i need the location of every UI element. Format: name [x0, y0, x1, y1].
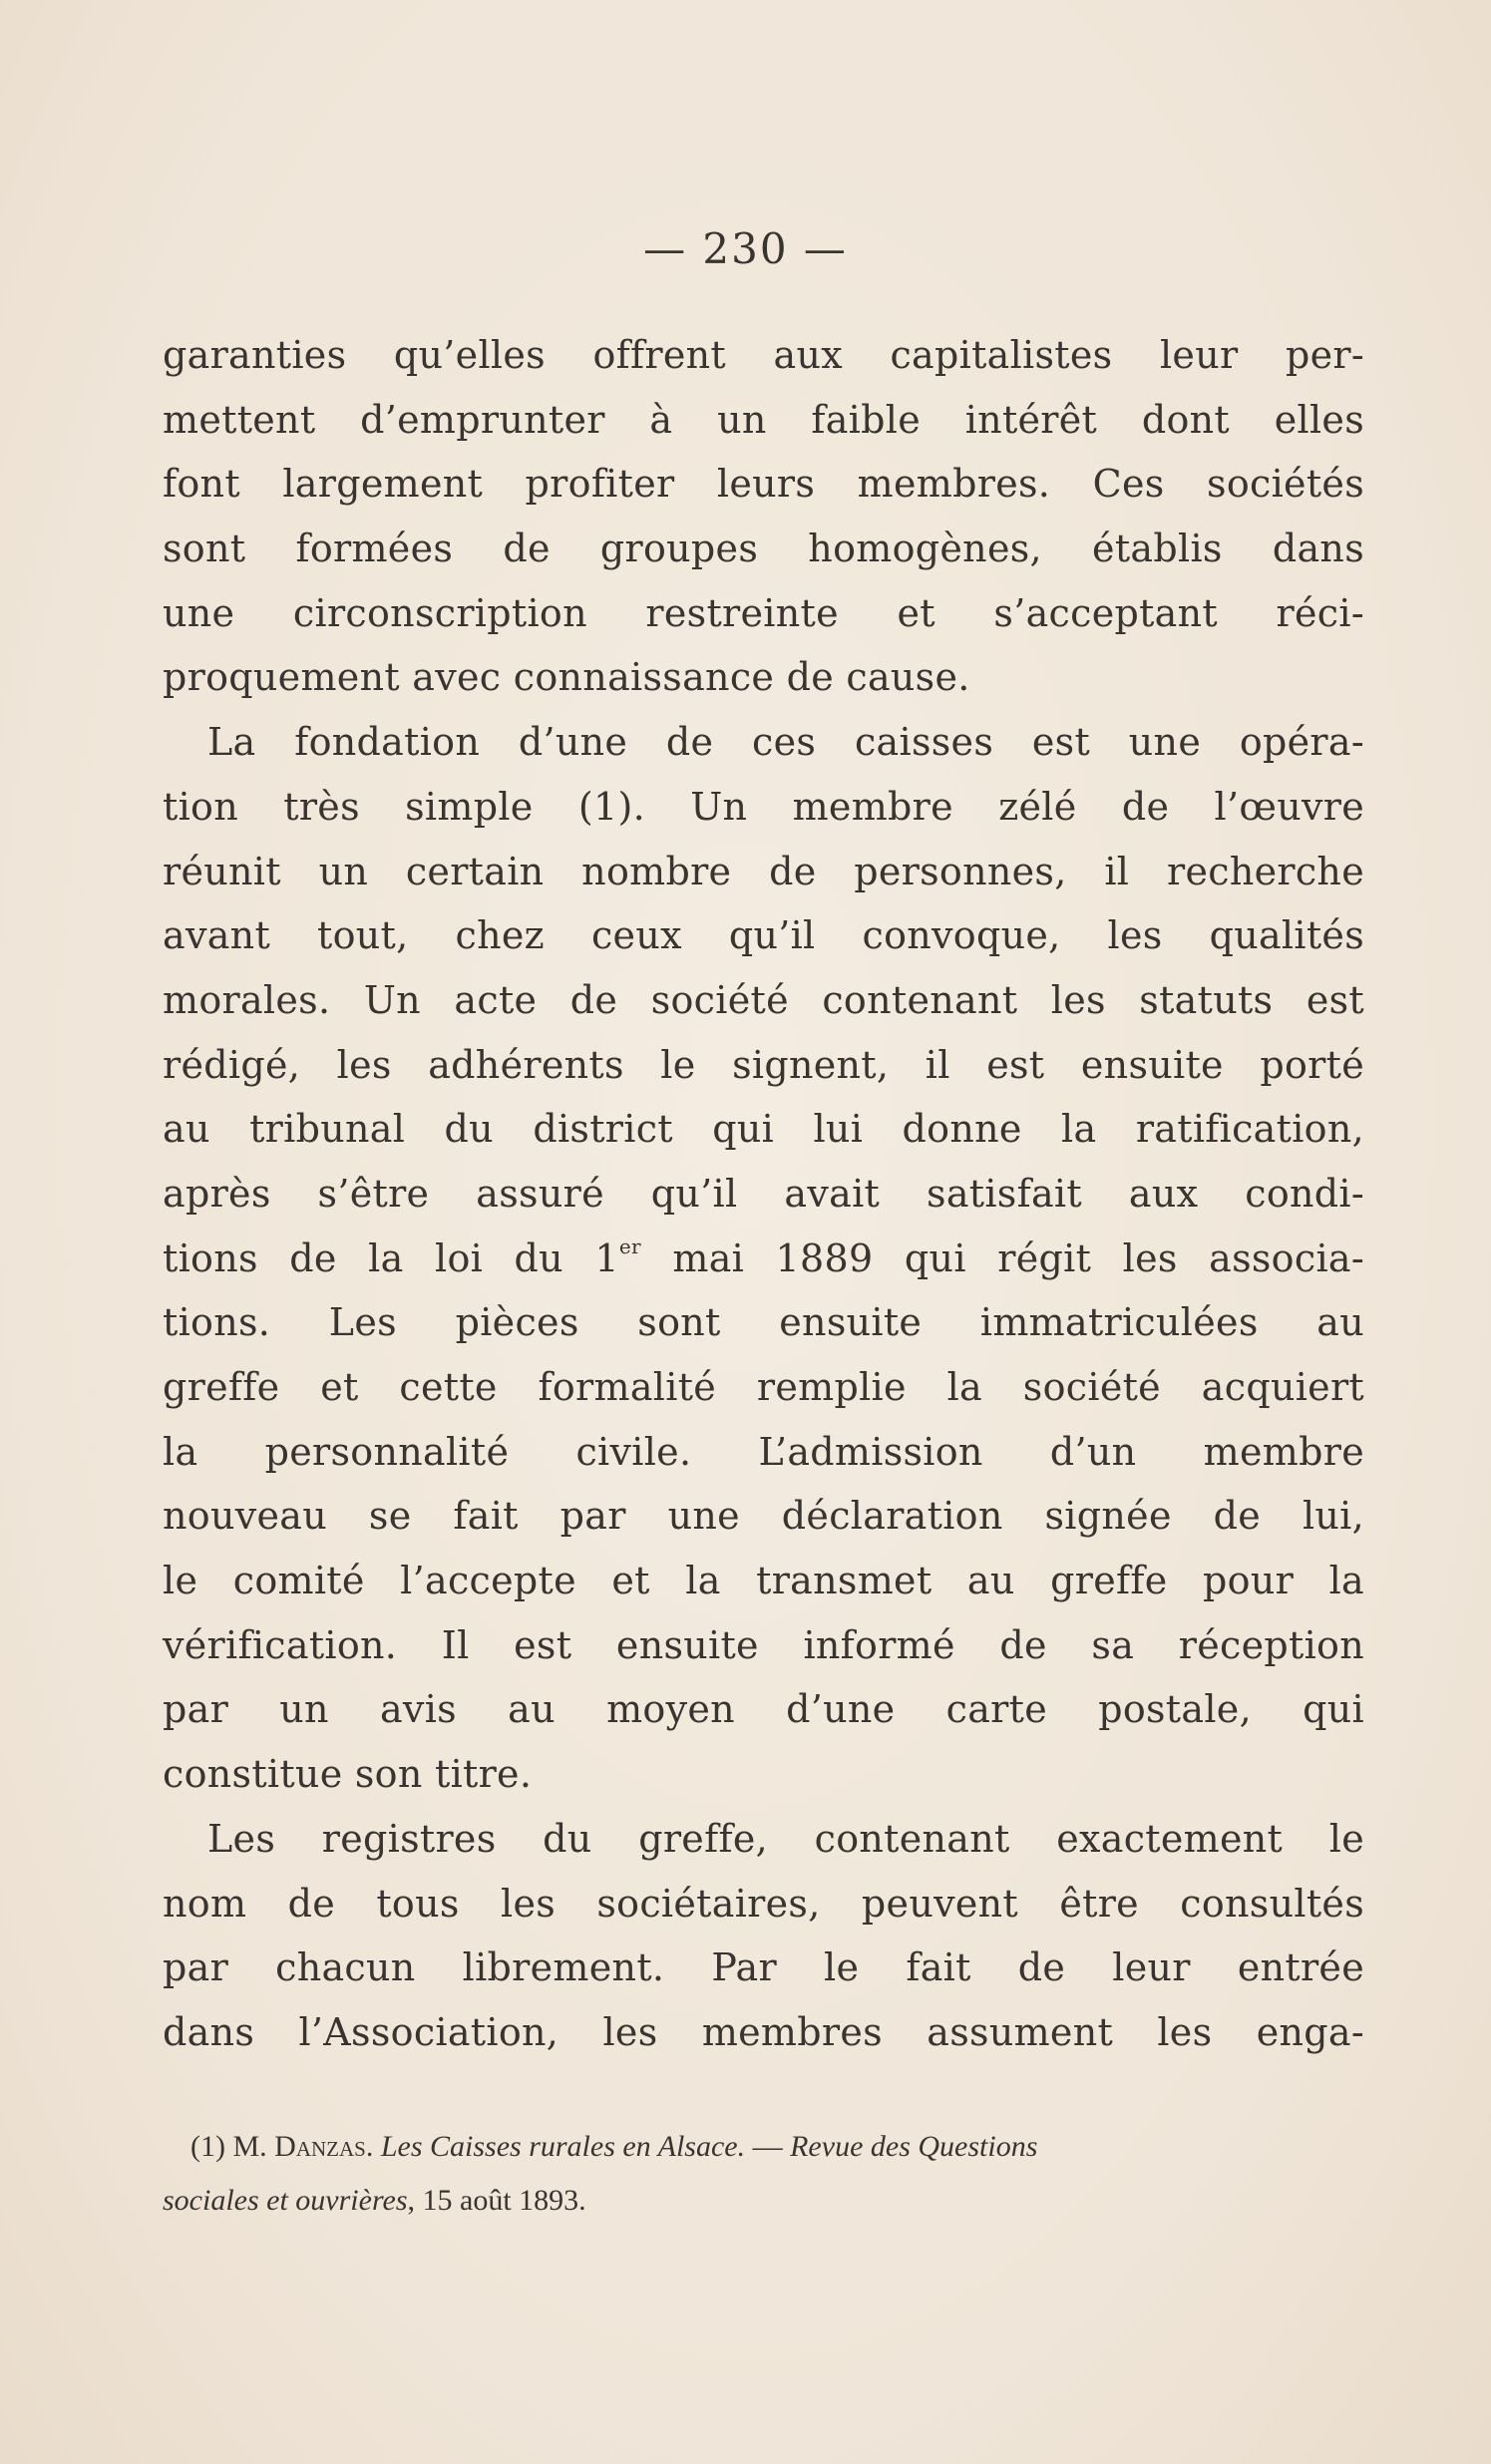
text-line: mettent d’emprunter à un faible intérêt dont elles [163, 397, 1364, 442]
text-line: La fondation d’une de ces caisses est une opéra- [207, 720, 1364, 765]
ordinal-superscript: er [618, 1233, 641, 1258]
footnote-dash: — [745, 2130, 791, 2163]
text-line: le comité l’accepte et la transmet au greffe pour la [163, 1559, 1364, 1603]
text-line: nom de tous les sociétaires, peuvent être consultés [163, 1881, 1364, 1926]
footnote-date: , 15 août 1893. [407, 2184, 586, 2217]
footnote-line [163, 2120, 1364, 2174]
text-line: rédigé, les adhérents le signent, il est ensuite porté [163, 1042, 1364, 1087]
body-text [163, 323, 1364, 2065]
text-line: vérification. Il est ensuite informé de sa réception [163, 1622, 1364, 1667]
text-line: proquement avec connaissance de cause. [163, 655, 970, 700]
text-span: mai 1889 qui régit les associa- [640, 1235, 1364, 1280]
text-line: réunit un certain nombre de personnes, il recherche [163, 849, 1364, 893]
footnote-journal: Revue des Questions [790, 2130, 1038, 2163]
page-number: — 230 — [643, 224, 848, 273]
footnote-separator: . [365, 2130, 381, 2163]
footnote-title: Les Caisses rurales en Alsace. [380, 2130, 746, 2163]
footnote-marker: (1) M. [190, 2130, 275, 2163]
text-line: la personnalité civile. L’admission d’un membre [163, 1429, 1364, 1474]
footnote-line [163, 2174, 1364, 2228]
text-line-with-superscript [163, 1227, 1364, 1291]
text-line: nouveau se fait par une déclaration signée de lui, [163, 1494, 1364, 1539]
text-line: tion très simple (1). Un membre zélé de l’œuvre [163, 784, 1364, 829]
text-line: constitue son titre. [163, 1752, 533, 1797]
text-line: sont formées de groupes homogènes, établis dans [163, 527, 1364, 571]
text-line: avant tout, chez ceux qu’il convoque, les qualités [163, 913, 1364, 958]
text-line: font largement profiter leurs membres. Ces sociétés [163, 462, 1364, 507]
text-line: après s’être assuré qu’il avait satisfait aux condi- [163, 1171, 1364, 1216]
text-line: tions. Les pièces sont ensuite immatriculées au [163, 1300, 1364, 1345]
footnote-journal-continued: sociales et ouvrières [163, 2184, 408, 2217]
text-line: Les registres du greffe, contenant exactement le [207, 1816, 1364, 1861]
text-line: au tribunal du district qui lui donne la ratification, [163, 1107, 1364, 1152]
text-span: tions de la loi du 1 [163, 1235, 619, 1280]
text-line: morales. Un acte de société contenant les statuts est [163, 977, 1364, 1022]
text-line: une circonscription restreinte et s’acceptant réci- [163, 590, 1364, 635]
footnote-author: Danzas [274, 2130, 366, 2163]
text-line: par chacun librement. Par le fait de leur entrée [163, 1945, 1364, 1990]
footnote [163, 2120, 1364, 2228]
text-line: dans l’Association, les membres assument les enga- [163, 2009, 1364, 2054]
text-line: greffe et cette formalité remplie la société acquiert [163, 1365, 1364, 1409]
text-line: garanties qu’elles offrent aux capitalistes leur per- [163, 333, 1364, 377]
text-line: par un avis au moyen d’une carte postale, qui [163, 1687, 1364, 1732]
